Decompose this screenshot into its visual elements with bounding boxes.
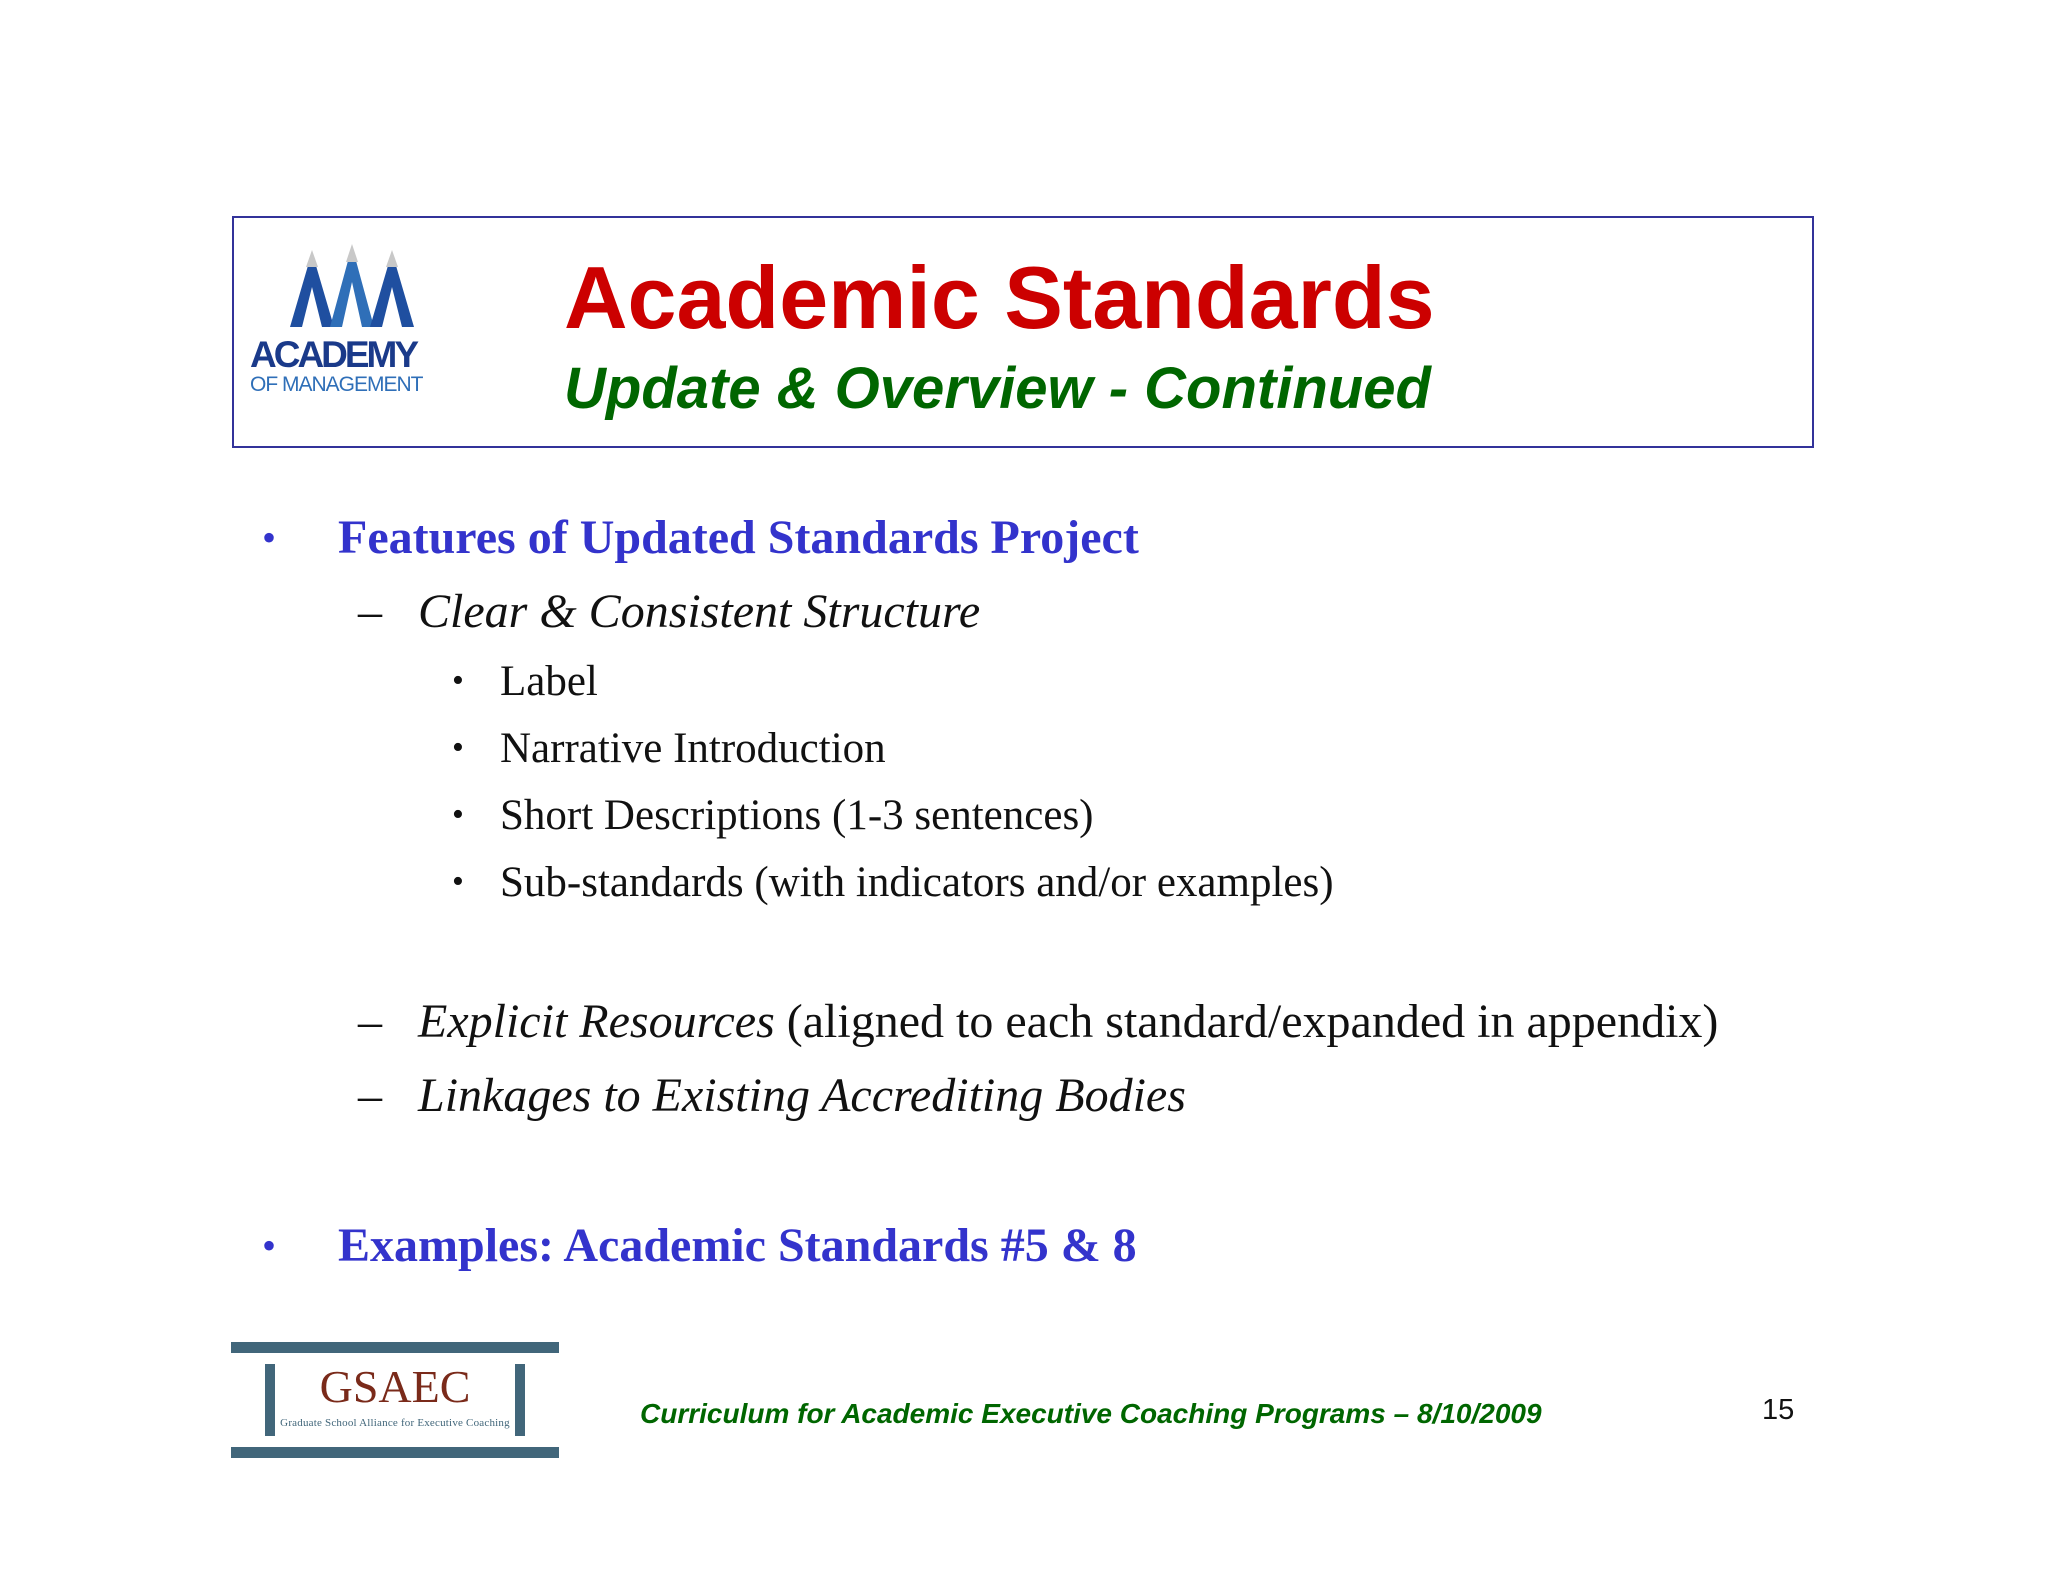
list-item-resources-plain: (aligned to each standard/expanded in appendix) — [774, 995, 1719, 1048]
list-item-resources — [418, 995, 1719, 1048]
gsaec-title: GSAEC — [319, 1361, 471, 1412]
logo-subname: OF MANAGEMENT — [250, 373, 423, 396]
gsaec-logo — [231, 1342, 559, 1458]
list-item-linkages — [418, 1069, 1186, 1122]
gsaec-bottom-bar — [231, 1447, 559, 1458]
sub-bullet-icon: • — [452, 729, 464, 766]
section-heading-features: Features of Updated Standards Project — [338, 511, 1139, 564]
list-item-structure — [418, 585, 981, 638]
bullet-icon: • — [262, 515, 277, 560]
gsaec-top-bar — [231, 1342, 559, 1353]
sub-item-descriptions: Short Descriptions (1-3 sentences) — [500, 792, 1094, 839]
sub-item-label: Label — [500, 658, 598, 705]
footer-text: Curriculum for Academic Executive Coaching Programs – 8/10/2009 — [640, 1398, 1542, 1429]
sub-bullet-icon: • — [452, 662, 464, 699]
logo-name: ACADEMY — [250, 334, 417, 375]
slide-title: Academic Standards — [564, 248, 1435, 347]
bullet-icon: • — [262, 1223, 277, 1268]
list-item-resources-italic: Explicit Resources — [418, 995, 775, 1048]
dash-icon: – — [358, 1069, 382, 1122]
list-item-structure-text: Clear & Consistent Structure — [418, 585, 981, 638]
sub-bullet-icon: • — [452, 796, 464, 833]
sub-item-substandards: Sub-standards (with indicators and/or examples) — [500, 859, 1334, 906]
dash-icon: – — [358, 585, 382, 638]
slide-subtitle: Update & Overview - Continued — [564, 356, 1431, 421]
gsaec-subtitle: Graduate School Alliance for Executive Coaching — [280, 1417, 510, 1429]
dash-icon: – — [358, 995, 382, 1048]
sub-item-narrative: Narrative Introduction — [500, 725, 886, 772]
page-number: 15 — [1762, 1394, 1795, 1426]
list-item-linkages-text: Linkages to Existing Accrediting Bodies — [418, 1069, 1186, 1122]
section-heading-examples: Examples: Academic Standards #5 & 8 — [338, 1219, 1137, 1272]
sub-bullet-icon: • — [452, 863, 464, 900]
